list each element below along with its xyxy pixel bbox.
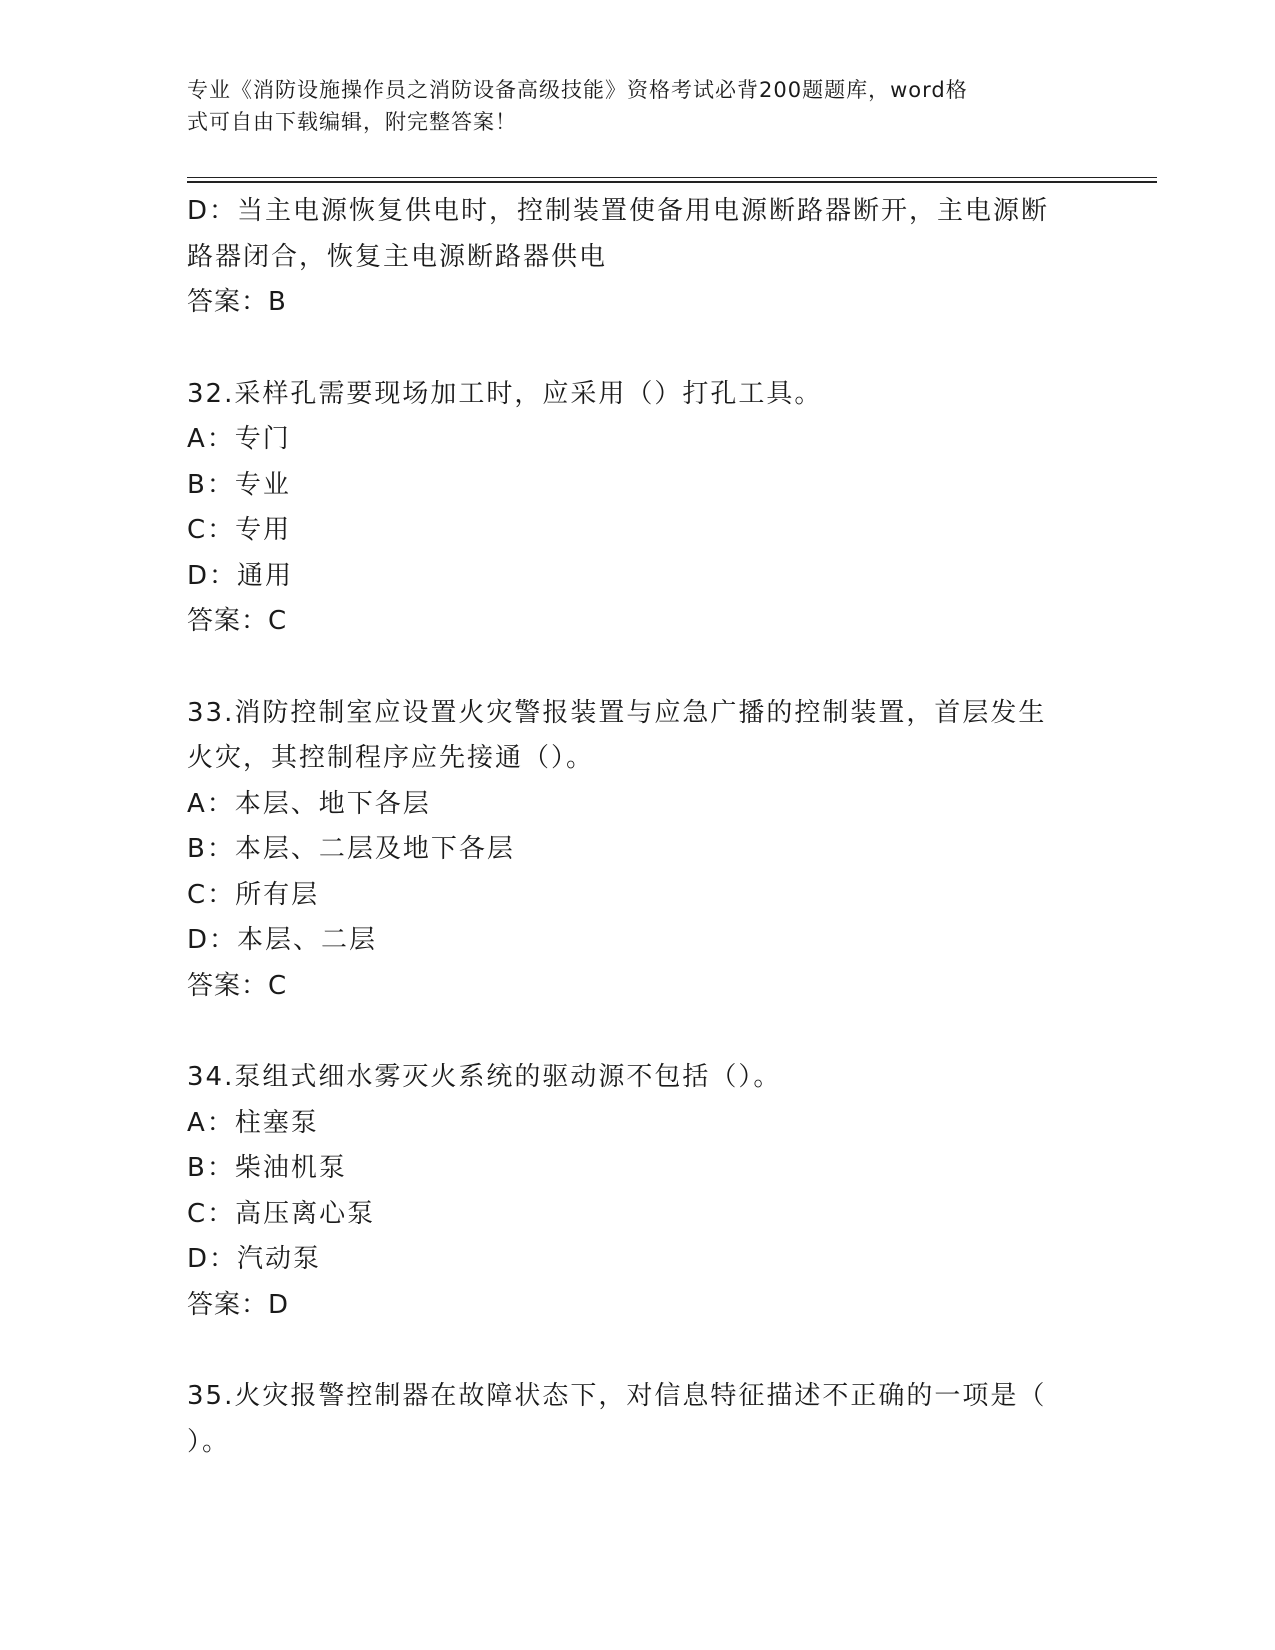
option-a: A：本层、地下各层 xyxy=(187,788,431,819)
header-line: 式可自由下载编辑，附完整答案！ xyxy=(187,110,517,134)
header-divider-thick xyxy=(187,181,1157,183)
option-b: B：专业 xyxy=(187,469,291,500)
header-line: 专业《消防设施操作员之消防设备高级技能》资格考试必背200题题库，word格 xyxy=(187,78,968,102)
option-d: D：当主电源恢复供电时，控制装置使备用电源断路器断开，主电源断 xyxy=(187,196,1050,226)
question-stem-continued: 火灾，其控制程序应先接通（）。 xyxy=(187,743,595,773)
option-b: B：本层、二层及地下各层 xyxy=(187,834,515,864)
previous-question xyxy=(187,189,1087,326)
header-divider xyxy=(187,177,1157,178)
question-stem: 35.火灾报警控制器在故障状态下，对信息特征描述不正确的一项是（ xyxy=(187,1381,1047,1411)
option-b: B：柴油机泵 xyxy=(187,1153,347,1183)
option-d-continued: 路器闭合，恢复主电源断路器供电 xyxy=(187,241,608,272)
question-stem: 34.泵组式细水雾灭火系统的驱动源不包括（）。 xyxy=(187,1062,782,1092)
question-stem-continued: ）。 xyxy=(187,1426,231,1457)
option-c: C：所有层 xyxy=(187,879,320,910)
document-header xyxy=(187,74,1067,138)
question-32 xyxy=(187,372,1087,645)
option-d: D：通用 xyxy=(187,560,294,591)
question-list xyxy=(187,189,1087,1465)
option-a: A：柱塞泵 xyxy=(187,1107,319,1138)
option-a: A：专门 xyxy=(187,424,291,454)
option-c: C：高压离心泵 xyxy=(187,1198,376,1229)
question-stem: 32.采样孔需要现场加工时，应采用（）打孔工具。 xyxy=(187,378,823,409)
question-33 xyxy=(187,691,1087,1010)
option-d: D：汽动泵 xyxy=(187,1244,322,1274)
answer: 答案：B xyxy=(187,287,287,317)
answer: 答案：D xyxy=(187,1289,290,1320)
answer: 答案：C xyxy=(187,970,288,1001)
option-d: D：本层、二层 xyxy=(187,925,378,955)
question-stem: 33.消防控制室应设置火灾警报装置与应急广播的控制装置，首层发生 xyxy=(187,697,1047,728)
answer: 答案：C xyxy=(187,606,288,636)
question-35 xyxy=(187,1374,1087,1465)
question-34 xyxy=(187,1055,1087,1328)
option-c: C：专用 xyxy=(187,515,292,545)
